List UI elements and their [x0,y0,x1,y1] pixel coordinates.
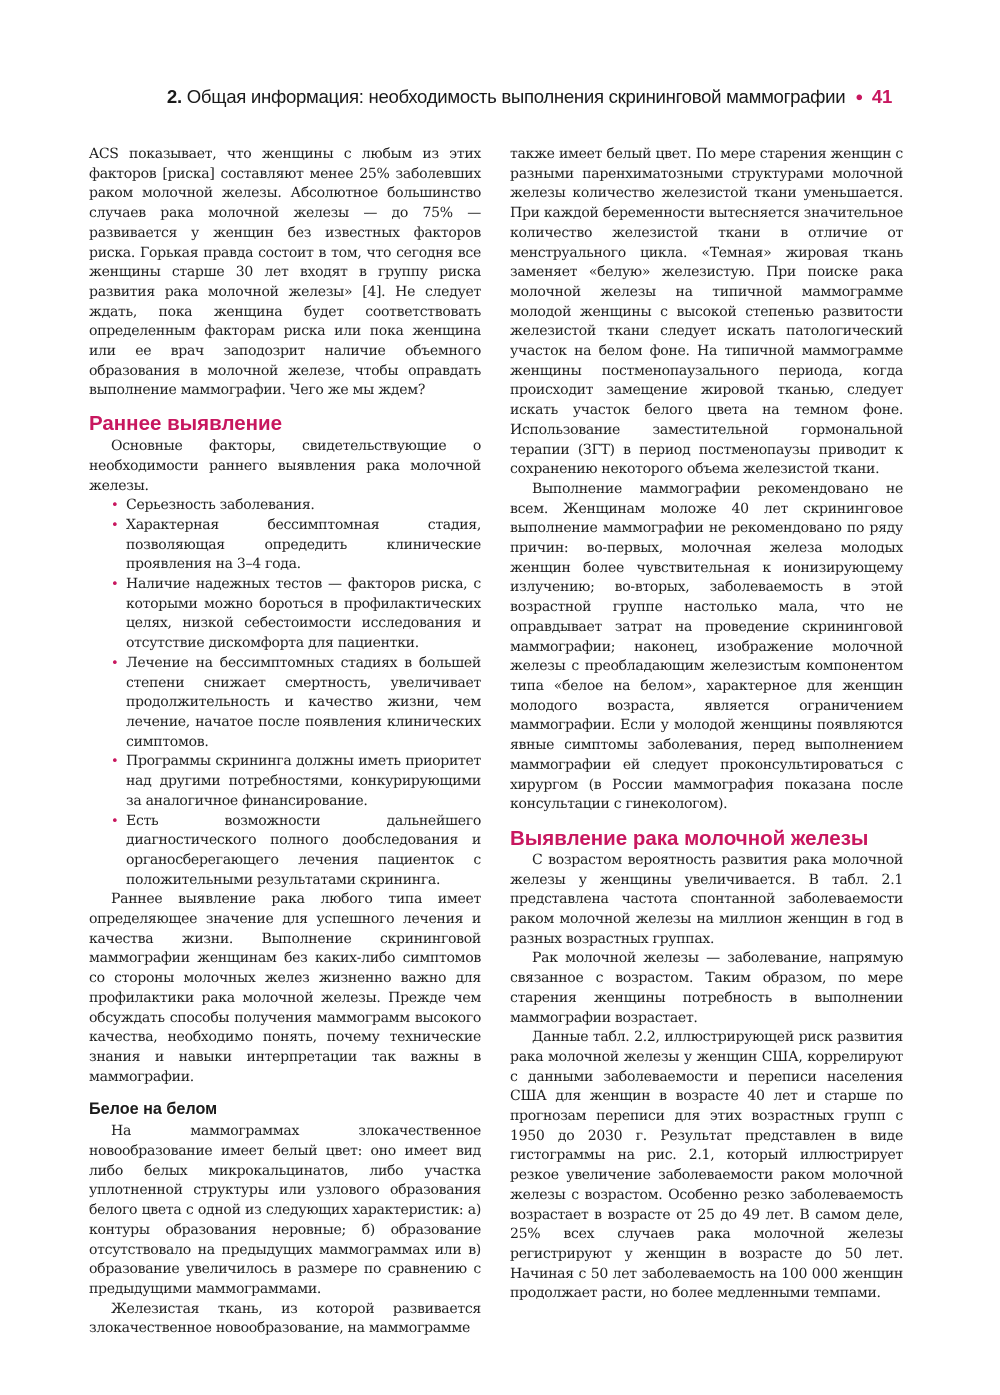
bullet-icon: • [111,517,119,533]
chapter-title: Общая информация: необходимость выполнения скрининговой маммографии [181,86,846,107]
factors-list [89,496,481,890]
heading-early-detection: Раннее выявление [89,412,283,436]
detection-paragraph-2: Рак молочной железы — заболевание, напрямую связанное с возрастом. Таким образом, по мере старения женщины потребность в выполнении маммографии возрастает. [510,950,903,1026]
heading-breast-cancer-detection: Выявление рака молочной железы [510,826,869,850]
intro-paragraph: ACS показывает, что женщины с любым из этих факторов [риска] составляют менее 25% заболевших раком молочной железы. Абсолютное большинство случаев рака молочной железы — до 75% — развивается у женщин без известных факторов риска. Горькая правда состоит в том, что сегодня все женщины старше 30 лет входят в группу риска развития рака молочной железы» [4]. Не следует ждать, пока женщина будет соответствовать определенным факторам риска или пока женщина или ее врач заподозрит наличие объемного образования в молочной железе, чтобы оправдать выполнение маммографии. Чего же мы ждем? [89,146,481,399]
bullet-icon: • [111,498,119,514]
running-header [150,86,892,120]
bullet-icon: • [111,655,119,671]
detection-paragraph-3: Данные табл. 2.2, иллюстрирующей риск развития рака молочной железы у женщин США, коррелируют с данными заболеваемости и переписи населения США для женщин в возрасте 40 лет и старше по прогнозам переписи для этих возрастных групп с 1950 до 2030 г. Результат представлен в виде гистограммы на рис. 2.1, который иллюстрирует резкое увеличение заболеваемости раком молочной железы с возрастом. Особенно резко заболеваемость возрастает в возрасте от 25 до 49 лет. В самом деле, 25% всех случаев рака молочной железы регистрируют у женщин в возрасте до 50 лет. Начиная с 50 лет заболеваемость на 100 000 женщин продолжает расти, но более медленными темпами. [510,1029,903,1302]
early-intro-paragraph: Основные факторы, свидетельствующие о необходимости раннего выявления рака молочной железы. [89,438,481,494]
page-number: 41 [871,86,892,107]
separator-dot-icon: ● [855,89,863,104]
bullet-icon: • [111,754,119,770]
list-item: • Лечение на бессимптомных стадиях в большей степени снижает смертность, увеличивает продолжительность и качество жизни, чем лечение, начатое после появления клинических симптомов. [111,654,481,750]
left-column [89,145,481,1339]
list-item: • Наличие надежных тестов — факторов риска, с которыми можно бороться в профилактических целях, низкой себестоимости исследования и отсутствие дискомфорта для пациентки. [111,576,481,652]
list-item: • Серьезность заболевания. [126,496,481,516]
list-item: • Есть возможности дальнейшего диагностического полного дообследования и органосберегающего лечения пациенток с положительными результатами скрининга. [111,812,481,888]
recommendation-paragraph: Выполнение маммографии рекомендовано не всем. Женщинам моложе 40 лет скрининговое выполнение маммографии не рекомендовано по ряду причин: во-первых, молочная железа молодых женщин более чувствительная к ионизирующему излучению; во-вторых, заболеваемость в этой возрастной группе настолько мала, что не оправдывает затрат на проведение скрининговой маммографии; наконец, изображение молочной железы с преобладающим железистым компонентом типа «белое на белом», характерное для женщин молодого возраста, является ограничением маммографии. Если у молодой женщины появляются явные симптомы заболевания, перед выполнением маммографии ей следует проконсультироваться с хирургом (в России маммография показана после консультации с гинекологом). [510,480,903,813]
white-paragraph-2: Железистая ткань, из которой развивается злокачественное новообразование, на маммограмме [89,1300,481,1337]
chapter-number: 2. [166,86,182,107]
bullet-icon: • [111,577,119,593]
continuation-paragraph: также имеет белый цвет. По мере старения женщин с разными паренхиматозными структурами молочной железы количество железистой ткани уменьшается. При каждой беременности вытесняется значительное количество железистой ткани в отличие от менструального цикла. «Темная» жировая ткань заменяет «белую» железистую. При поиске рака молочной железы на типичной маммограмме молодой женщины с высокой степенью развитости железистой ткани следует искать патологический участок на белом фоне. На типичной маммограмме женщины постменопаузального периода, когда происходит замещение жировой тканью, следует искать участок белого цвета на темном фоне. Использование заместительной гормональной терапии (ЗГТ) в период постменопаузы приводит к сохранению некоторого объема железистой ткани. [510,146,904,478]
list-item: • Характерная бессимптомная стадия, позволяющая опредедить клинические проявления на 3–4 года. [111,516,481,573]
early-conclusion-paragraph: Раннее выявление рака любого типа имеет определяющее значение для успешного лечения и качества жизни. Выполнение скрининговой маммографии женщинам без каких-либо симптомов со стороны молочных желез жизненно важно для профилактики рака молочной железы. Прежде чем обсуждать способы получения маммограмм высокого качества, необходимо понять, почему технические знания и навыки интерпретации так важны в маммографии. [89,891,481,1085]
bullet-icon: • [111,813,119,829]
right-column [510,145,903,1304]
heading-white-on-white: Белое на белом [89,1100,218,1119]
detection-paragraph-1: С возрастом вероятность развития рака молочной железы у женщины увеличивается. В табл. 2.1 представлена частота спонтанной заболеваемости раком молочной железы на миллион женщин в год в разных возрастных группах. [510,851,903,947]
list-item: • Программы скрининга должны иметь приоритет над другими потребностями, конкурирующими за аналогичное финансирование. [111,753,481,809]
white-paragraph-1: На маммограммах злокачественное новообразование имеет белый цвет: оно имеет вид либо белых микрокальцинатов, либо участка уплотненной структуры или узлового образования белого цвета с одной из следующих характеристик: а) контуры образования неровные; б) образование отсутствовало на предыдущих маммограммах или в) образование увеличилось в размере по сравнению с предыдущими маммограммами. [89,1123,481,1297]
